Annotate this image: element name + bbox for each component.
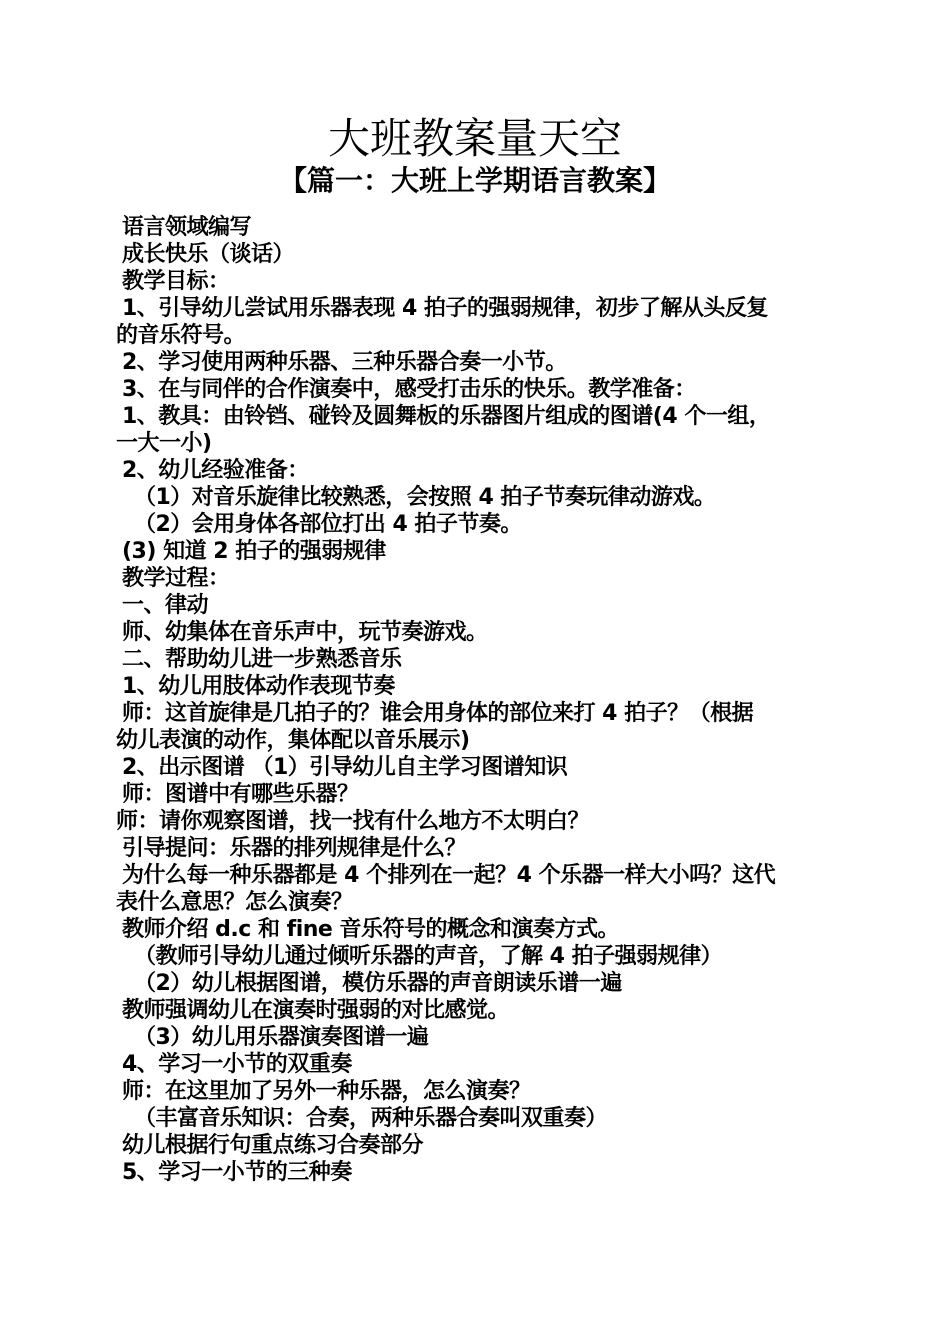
body-line: 引导提问：乐器的排列规律是什么？ [122, 836, 467, 861]
body-line: （教师引导幼儿通过倾听乐器的声音，了解 4 拍子强弱规律） [134, 944, 723, 969]
body-line: （2）会用身体各部位打出 4 拍子节奏。 [134, 512, 522, 537]
body-line: 教学过程： [122, 566, 230, 591]
body-line: 1、教具：由铃铛、碰铃及圆舞板的乐器图片组成的图谱(4 个一组， [122, 404, 771, 429]
body-line: 师：在这里加了另外一种乐器，怎么演奏？ [122, 1079, 531, 1104]
body-line: 语言领域编写 [122, 215, 252, 240]
body-line: （1）对音乐旋律比较熟悉，会按照 4 拍子节奏玩律动游戏。 [134, 485, 716, 510]
body-line: 师：图谱中有哪些乐器？ [122, 782, 359, 807]
document-subtitle: 【篇一：大班上学期语言教案】 [278, 164, 671, 197]
body-line: 1、幼儿用肢体动作表现节奏 [122, 674, 395, 699]
body-line: 2、出示图谱 （1）引导幼儿自主学习图谱知识 [122, 755, 568, 780]
body-line: 二、帮助幼儿进一步熟悉音乐 [122, 647, 402, 672]
body-line: (3) 知道 2 拍子的强弱规律 [122, 539, 386, 564]
body-line: 为什么每一种乐器都是 4 个排列在一起？4 个乐器一样大小吗？这代 [122, 863, 776, 888]
body-line: 5、学习一小节的三种奏 [122, 1160, 352, 1185]
body-line: 2、学习使用两种乐器、三种乐器合奏一小节。 [122, 350, 567, 375]
body-line: 2、幼儿经验准备： [122, 458, 309, 483]
body-line: 幼儿表演的动作，集体配以音乐展示) [116, 728, 470, 753]
body-line: 幼儿根据行句重点练习合奏部分 [122, 1133, 424, 1158]
body-line: （丰富音乐知识：合奏，两种乐器合奏叫双重奏） [134, 1106, 608, 1131]
body-line: 成长快乐（谈话） [122, 242, 295, 267]
body-line: 教师介绍 d.c 和 fine 音乐符号的概念和演奏方式。 [122, 917, 619, 942]
body-line: （2）幼儿根据图谱，模仿乐器的声音朗读乐谱一遍 [134, 971, 622, 996]
body-line: 教学目标： [122, 269, 230, 294]
body-line: 师：请你观察图谱，找一找有什么地方不太明白？ [116, 809, 590, 834]
body-line: 4、学习一小节的双重奏 [122, 1052, 352, 1077]
document-body [116, 214, 836, 1186]
body-line: 表什么意思？怎么演奏？ [116, 890, 353, 915]
body-line: （3）幼儿用乐器演奏图谱一遍 [134, 1025, 429, 1050]
body-line: 教师强调幼儿在演奏时强弱的对比感觉。 [122, 998, 510, 1023]
body-line: 师：这首旋律是几拍子的？谁会用身体的部位来打 4 拍子？（根据 [122, 701, 754, 726]
document-title: 大班教案量天空 [327, 114, 622, 163]
body-line: 的音乐符号。 [116, 323, 246, 348]
body-line: 1、引导幼儿尝试用乐器表现 4 拍子的强弱规律，初步了解从头反复 [122, 296, 768, 321]
body-line: 一、律动 [122, 593, 209, 618]
body-line: 3、在与同伴的合作演奏中，感受打击乐的快乐。教学准备： [122, 377, 696, 402]
body-line: 师、幼集体在音乐声中，玩节奏游戏。 [122, 620, 488, 645]
body-line: 一大一小) [116, 431, 212, 456]
